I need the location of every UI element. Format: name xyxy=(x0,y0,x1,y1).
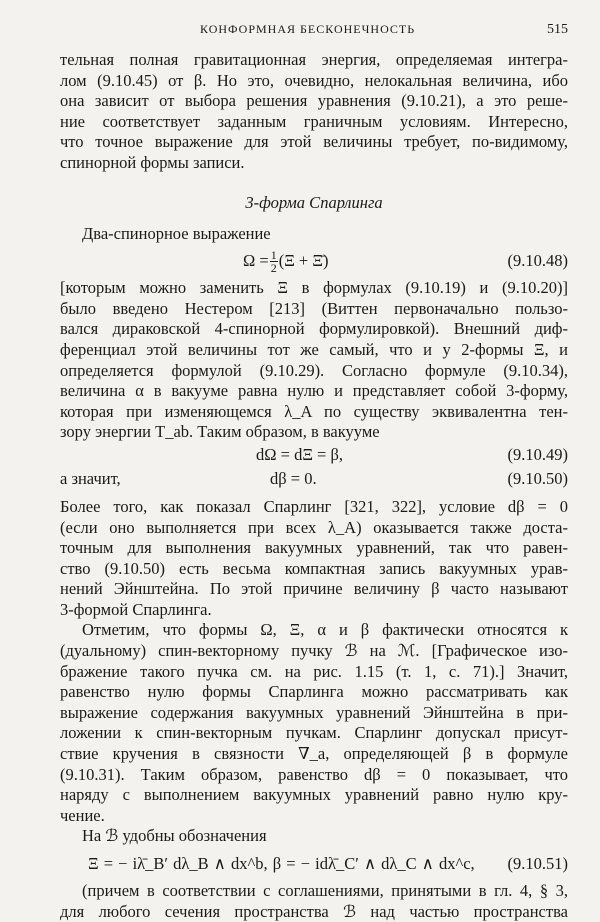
text-line: зору энергии T_ab. Таким образом, в вакууме xyxy=(60,422,380,442)
text-line: величина α в вакууме равна нулю и представляет собой 3-форму, xyxy=(60,381,568,401)
section-title: 3-форма Спарлинга xyxy=(245,192,383,212)
text-line: тельная полная гравитационная энергия, определяемая интегра- xyxy=(60,50,568,69)
eq50-formula: dβ = 0. xyxy=(270,468,317,488)
running-title: КОНФОРМНАЯ БЕСКОНЕЧНОСТЬ xyxy=(200,22,416,36)
paragraph-3 xyxy=(60,497,568,621)
equation-number: (9.10.51) xyxy=(507,854,568,873)
equation-9-10-51 xyxy=(60,847,568,881)
text-line: ложении к спин-векторным пучкам. Спарлинг допускал присут- xyxy=(60,723,568,743)
and-so-text: а значит, xyxy=(60,468,121,488)
text-line: которая при изменяющемся λ_A по существу эквивалентна тен- xyxy=(60,401,568,421)
equation-number: (9.10.50) xyxy=(507,468,568,488)
text-line: Более того, как показал Спарлинг [321, 322], условие dβ = 0 xyxy=(60,496,568,516)
eq48-frac-den: 2 xyxy=(270,260,277,275)
page-header xyxy=(60,22,568,42)
text-line: ференциал этой величины тот же самый, что и у 2-формы Ξ, и xyxy=(60,339,568,359)
equation-9-10-48 xyxy=(60,244,568,278)
text-line: (причем в соответствии с соглашениями, принятыми в гл. 4, § 3, xyxy=(82,881,568,900)
text-line: (дуальному) спин-векторному пучку ℬ на ℳ. [Графическое изо- xyxy=(60,641,568,661)
paragraph-5 xyxy=(60,881,568,922)
text-line: ство (9.10.50) есть весьма компактная запись вакуумных урав- xyxy=(60,558,568,578)
text-line: (если оно выполняется при всех λ_A) оказывается также доста- xyxy=(60,517,568,537)
text-line: Отметим, что формы Ω, Ξ, α и β фактически относятся к xyxy=(82,620,568,640)
text-line: ние соответствует заданным граничным условиям. Интересно, xyxy=(60,111,568,131)
text-line: лом (9.10.45) от β. Но это, очевидно, нелокальная величина, ибо xyxy=(60,70,568,90)
text-line: равенство нулю формы Спарлинга можно рассматривать как xyxy=(60,682,568,702)
text-line: она зависит от выбора решения уравнения (9.10.21), а это реше- xyxy=(60,91,568,111)
eq48-fraction xyxy=(270,249,278,274)
eq48-frac-num: 1 xyxy=(270,247,277,262)
intro-line: Два-спинорное выражение xyxy=(82,223,271,243)
text-line: [которым можно заменить Ξ в формулах (9.10.19) и (9.10.20)] xyxy=(60,278,568,298)
text-line: ствие кручения в связности ∇_a, определяющей β в формуле xyxy=(60,744,568,764)
text-line: точным для выполнения вакуумных уравнений, так что равен- xyxy=(60,538,568,558)
text-line: выражение содержания вакуумных уравнений Эйнштейна в при- xyxy=(60,702,568,722)
text-line: было введено Нестером [213] (Виттен первоначально пользо- xyxy=(60,298,568,318)
notation-intro: На ℬ удобны обозначения xyxy=(82,826,267,846)
equation-9-10-50 xyxy=(60,467,568,491)
equation-9-10-49 xyxy=(60,443,568,467)
text-line: для любого сечения пространства ℬ над частью пространства xyxy=(60,901,568,921)
equation-number: (9.10.48) xyxy=(507,251,568,271)
text-line: 3-формой Спарлинга. xyxy=(60,599,212,619)
text-line: (9.10.31). Таким образом, равенство dβ = 0 показывает, что xyxy=(60,764,568,784)
text-line: вался дираковской 4-спинорной формулировкой). Внешний диф- xyxy=(60,319,568,339)
text-line: что точное выражение для этой величины требует, по-видимому, xyxy=(60,132,568,152)
paragraph-2 xyxy=(60,278,568,443)
paragraph-1 xyxy=(60,50,568,174)
text-line: спинорной формы записи. xyxy=(60,152,245,172)
eq49-formula: dΩ = dΞ = β, xyxy=(256,444,344,464)
eq48-rhs: (Ξ + Ξ̄) xyxy=(278,251,329,271)
text-line: наряду с выполнением вакуумных уравнений равно нулю кру- xyxy=(60,785,568,805)
eq51-formula: Ξ = − iλ̄_B′ dλ_B ∧ dx^b, β = − idλ̄_C′ ∧ dλ_C ∧ dx^c, xyxy=(88,854,475,873)
text-line: нений Эйнштейна. По этой причине величину β часто называют xyxy=(60,579,568,599)
page-number: 515 xyxy=(547,22,568,37)
page-body xyxy=(60,50,568,922)
text-line: чение. xyxy=(60,805,105,825)
text-line: бражение такого пучка см. на рис. 1.15 (т. 1, с. 71).] Значит, xyxy=(60,661,568,681)
equation-number: (9.10.49) xyxy=(507,444,568,464)
eq48-lhs: Ω = xyxy=(243,251,269,271)
text-line: определяется формулой (9.10.29). Согласно формуле (9.10.34), xyxy=(60,360,568,380)
paragraph-4 xyxy=(60,620,568,826)
